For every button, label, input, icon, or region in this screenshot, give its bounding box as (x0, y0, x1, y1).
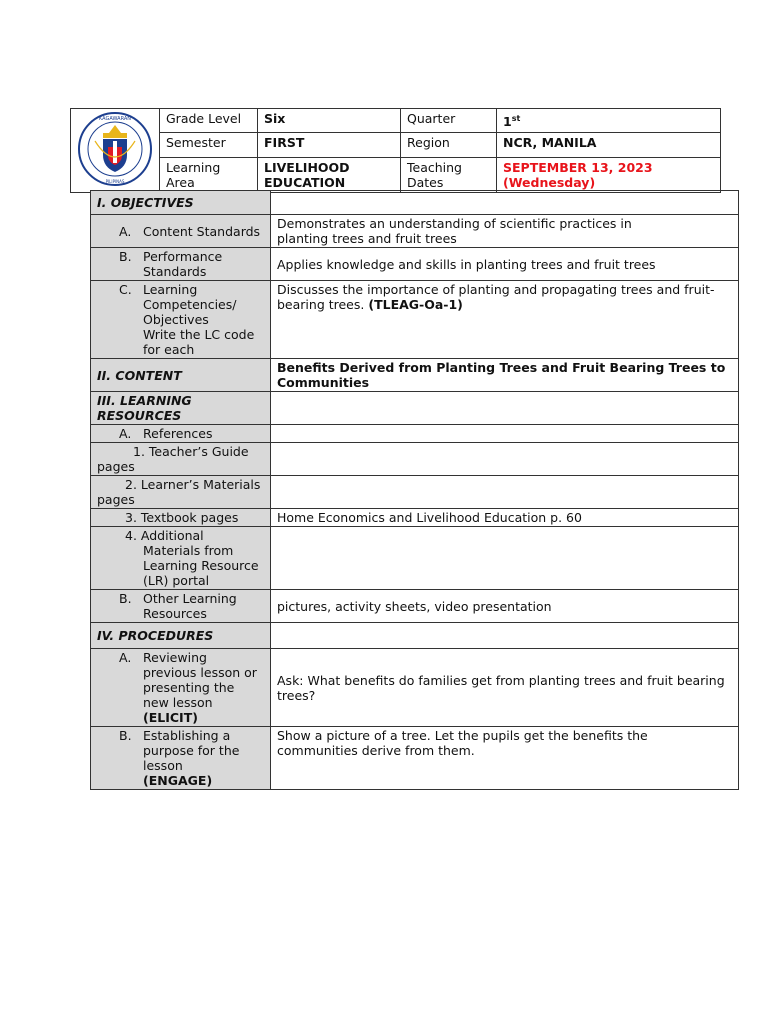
svg-text:KAGAWARAN: KAGAWARAN (98, 116, 132, 122)
semester-value: FIRST (258, 133, 401, 158)
learners-materials-label: 2. Learner’s Materials pages (91, 476, 271, 509)
grade-level-value: Six (258, 109, 401, 133)
content-standards-value: Demonstrates an understanding of scientific practices in planting trees and fruit trees (271, 215, 739, 248)
procedures-empty-cell (271, 623, 739, 649)
teaching-dates-label: Teaching Dates (401, 158, 497, 193)
lc-code: (TLEAG-Oa-1) (368, 297, 463, 312)
procedures-heading: IV. PROCEDURES (91, 623, 271, 649)
establishing-purpose-label: B. Establishing a purpose for the lesson (ENGAGE) (91, 727, 271, 790)
other-learning-resources-label: B. Other Learning Resources (91, 590, 271, 623)
references-label: A. References (91, 425, 271, 443)
learning-competencies-value: Discusses the importance of planting and propagating trees and fruit-bearing trees. (TLEAG-Oa-1) (271, 281, 739, 359)
header-table (70, 108, 721, 193)
learning-area-label: Learning Area (160, 158, 258, 193)
performance-standards-label: B. Performance Standards (91, 248, 271, 281)
deped-seal-logo (71, 109, 160, 193)
svg-text:PILIPINAS: PILIPINAS (105, 179, 125, 184)
learners-materials-value (271, 476, 739, 509)
objectives-heading: I. OBJECTIVES (91, 191, 271, 215)
grade-level-label: Grade Level (160, 109, 258, 133)
learning-competencies-label: C. Learning Competencies/ Objectives Write the LC code for each (91, 281, 271, 359)
content-value: Benefits Derived from Planting Trees and Fruit Bearing Trees to Communities (271, 359, 739, 392)
textbook-pages-value: Home Economics and Livelihood Education p. 60 (271, 509, 739, 527)
semester-label: Semester (160, 133, 258, 158)
teachers-guide-label: 1. Teacher’s Guide pages (91, 443, 271, 476)
quarter-value: 1st (497, 109, 721, 133)
teaching-dates-value: SEPTEMBER 13, 2023 (Wednesday) (497, 158, 721, 193)
establishing-purpose-value: Show a picture of a tree. Let the pupils get the benefits the communities derive from them. (271, 727, 739, 790)
reviewing-lesson-label: A. Reviewing previous lesson or presenting the new lesson (ELICIT) (91, 649, 271, 727)
content-standards-label: A. Content Standards (91, 215, 271, 248)
learning-resources-empty-cell (271, 392, 739, 425)
additional-materials-label: 4. Additional Materials from Learning Resource (LR) portal (91, 527, 271, 590)
region-label: Region (401, 133, 497, 158)
seal-icon (75, 111, 155, 187)
learning-area-value: LIVELIHOOD EDUCATION (258, 158, 401, 193)
quarter-label: Quarter (401, 109, 497, 133)
learning-resources-heading: III. LEARNING RESOURCES (91, 392, 271, 425)
region-value: NCR, MANILA (497, 133, 721, 158)
dll-table (90, 190, 739, 790)
textbook-pages-label: 3. Textbook pages (91, 509, 271, 527)
other-learning-resources-value: pictures, activity sheets, video presentation (271, 590, 739, 623)
performance-standards-value: Applies knowledge and skills in planting trees and fruit trees (271, 248, 739, 281)
teachers-guide-value (271, 443, 739, 476)
references-empty-cell (271, 425, 739, 443)
reviewing-lesson-value: Ask: What benefits do families get from planting trees and fruit bearing trees? (271, 649, 739, 727)
objectives-empty-cell (271, 191, 739, 215)
additional-materials-value (271, 527, 739, 590)
content-heading: II. CONTENT (91, 359, 271, 392)
